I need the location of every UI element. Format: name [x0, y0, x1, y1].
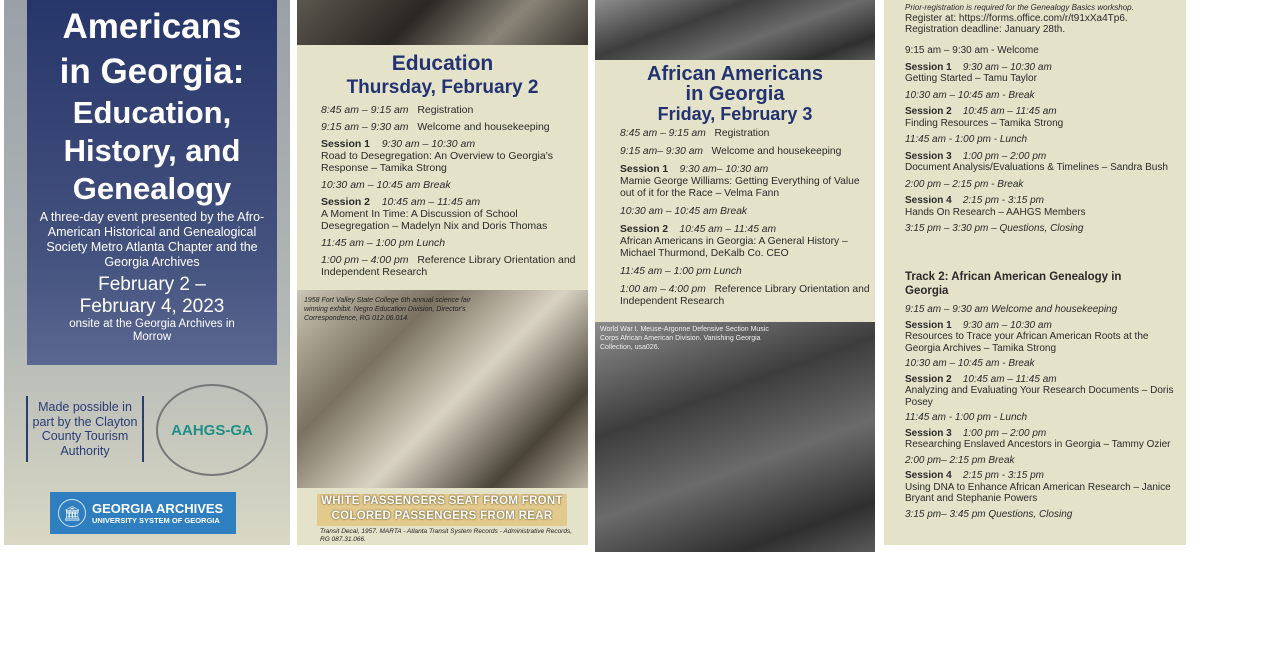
schedule-item: 2:00 pm – 2:15 pm - Break — [905, 178, 1024, 190]
schedule-item: 8:45 am – 9:15 am Registration — [321, 104, 474, 116]
schedule-item: Session 4 2:15 pm - 3:15 pm Using DNA to Enhance African American Research – Janice Bryant and Stephanie Powers — [905, 470, 1171, 504]
schedule-item: 9:15 am – 9:30 am - Welcome — [905, 45, 1039, 56]
music-corps-photo: World War I. Meuse-Argonne Defensive Section Music Corps African American Division. Vanishing Georgia Collection, usa026. — [595, 322, 875, 552]
sponsor-note: Made possible in part by the Clayton County Tourism Authority — [26, 396, 144, 462]
schedule-item: 11:45 am – 1:00 pm Lunch — [620, 266, 742, 277]
schedule-item: Session 4 2:15 pm - 3:15 pm Hands On Research – AAHGS Members — [905, 195, 1086, 218]
title-box — [27, 0, 277, 365]
event-location: onsite at the Georgia Archives in Morrow — [69, 318, 235, 343]
transit-decal: WHITE PASSENGERS SEAT FROM FRONT COLORED PASSENGERS FROM REAR — [317, 494, 567, 526]
schedule-item: 1:00 pm – 4:00 pm Reference Library Orientation and Independent Research — [321, 254, 576, 278]
schedule-item: 8:45 am – 9:15 am Registration — [620, 128, 770, 139]
track2-schedule — [905, 304, 1181, 524]
schedule-item: Session 3 1:00 pm – 2:00 pm Document Analysis/Evaluations & Timelines – Sandra Bush — [905, 150, 1168, 173]
building-icon: 🏛 — [58, 499, 86, 527]
schedule-item: 9:15 am – 9:30 am Welcome and housekeeping — [321, 121, 550, 133]
top-photo — [297, 0, 588, 45]
cover-panel — [4, 0, 290, 545]
schedule-item: Session 3 1:00 pm – 2:00 pm Researching Enslaved Ancestors in Georgia – Tammy Ozier — [905, 427, 1171, 450]
title-line: Americans — [62, 7, 242, 46]
georgia-archives-logo: 🏛 GEORGIA ARCHIVES UNIVERSITY SYSTEM OF GEORGIA — [50, 492, 236, 534]
schedule-item: 9:15 am– 9:30 am Welcome and housekeeping — [620, 146, 842, 157]
schedule-item: 10:30 am – 10:45 am - Break — [905, 358, 1035, 369]
decal-caption: Transit Decal, 1957. MARTA - Atlanta Transit System Records - Administrative Records, RG 087.31.066. — [320, 528, 573, 543]
day2-date: Friday, February 3 — [657, 104, 813, 124]
schedule-item: 3:15 pm – 3:30 pm – Questions, Closing — [905, 223, 1084, 234]
schedule-item: Session 1 9:30 am – 10:30 am Road to Desegregation: An Overview to Georgia's Response – Tamika Strong — [321, 138, 553, 174]
event-title — [27, 0, 277, 208]
schedule-item: 1:00 am – 4:00 pm Reference Library Orientation and Independent Research — [620, 284, 870, 307]
schedule-item: 3:15 pm– 3:45 pm Questions, Closing — [905, 508, 1073, 520]
schedule-item: 10:30 am – 10:45 am Break — [321, 179, 451, 191]
top-photo — [595, 0, 875, 60]
schedule-item: 10:30 am – 10:45 am Break — [620, 206, 748, 217]
day2-heading: African Americans in Georgia — [647, 63, 823, 105]
aahgs-seal-logo: AAHGS-GA — [156, 384, 268, 476]
day2-schedule — [620, 128, 872, 314]
title-line: Genealogy — [72, 171, 232, 206]
science-fair-photo: 1958 Fort Valley State College 6th annual science fair winning exhibit. Negro Education Division, Director's Correspondence, RG 012.06.014. — [297, 290, 588, 488]
schedule-item: 11:45 am - 1:00 pm - Lunch — [905, 412, 1028, 423]
schedule-item: Session 2 10:45 am – 11:45 am A Moment In Time: A Discussion of School Desegregation – Madelyn Nix and Doris Thomas — [321, 196, 548, 232]
day3-panel — [884, 0, 1186, 545]
schedule-item: 9:15 am – 9:30 am Welcome and housekeeping — [905, 304, 1118, 315]
schedule-item: Session 2 10:45 am – 11:45 am Analyzing and Evaluating Your Research Documents – Doris Posey — [905, 373, 1174, 408]
day1-panel — [297, 0, 588, 545]
registration-link[interactable]: Register at: https://forms.office.com/r/t91xXa4Tp6. — [905, 13, 1128, 24]
day1-date: Thursday, February 2 — [346, 77, 539, 98]
schedule-item: Session 2 10:45 am – 11:45 am Finding Resources – Tamika Strong — [905, 106, 1064, 129]
registration-info: Prior-registration is required for the Genealogy Basics workshop. Register at: https://forms.office.com/r/t91xXa4Tp6. Registration deadline: January 28th. — [905, 2, 1181, 35]
event-description: A three-day event presented by the Afro-American Historical and Genealogical Society Metro Atlanta Chapter and the Georgia Archives — [39, 210, 265, 269]
schedule-item: Session 1 9:30 am – 10:30 am Getting Started – Tamu Taylor — [905, 61, 1052, 84]
track1-schedule — [905, 45, 1181, 240]
schedule-item: Session 2 10:45 am – 11:45 am African Americans in Georgia: A General History – Michael Thurmond, DeKalb Co. CEO — [620, 224, 848, 259]
title-line: History, and — [63, 133, 241, 168]
schedule-item: Session 1 9:30 am– 10:30 am Mamie George Williams: Getting Everything of Value out of it for the Race – Velma Fann — [620, 164, 860, 199]
schedule-item: 2:00 pm– 2:15 pm Break — [905, 454, 1015, 466]
schedule-item: 11:45 am - 1:00 pm - Lunch — [905, 134, 1028, 145]
title-line: Education, — [72, 95, 232, 130]
day2-panel — [595, 0, 875, 552]
day1-schedule — [321, 104, 585, 283]
schedule-item: Session 1 9:30 am – 10:30 am Resources to Trace your African American Roots at the Georgia Archives – Tamika Strong — [905, 319, 1149, 354]
day1-heading: Education — [391, 52, 494, 75]
schedule-item: 10:30 am – 10:45 am - Break — [905, 89, 1035, 101]
track2-title: Track 2: African American Genealogy in Georgia — [905, 271, 1122, 297]
event-dates: February 2 – February 4, 2023 — [79, 274, 225, 317]
title-line: in Georgia: — [59, 52, 245, 91]
schedule-item: 11:45 am – 1:00 pm Lunch — [321, 237, 446, 249]
